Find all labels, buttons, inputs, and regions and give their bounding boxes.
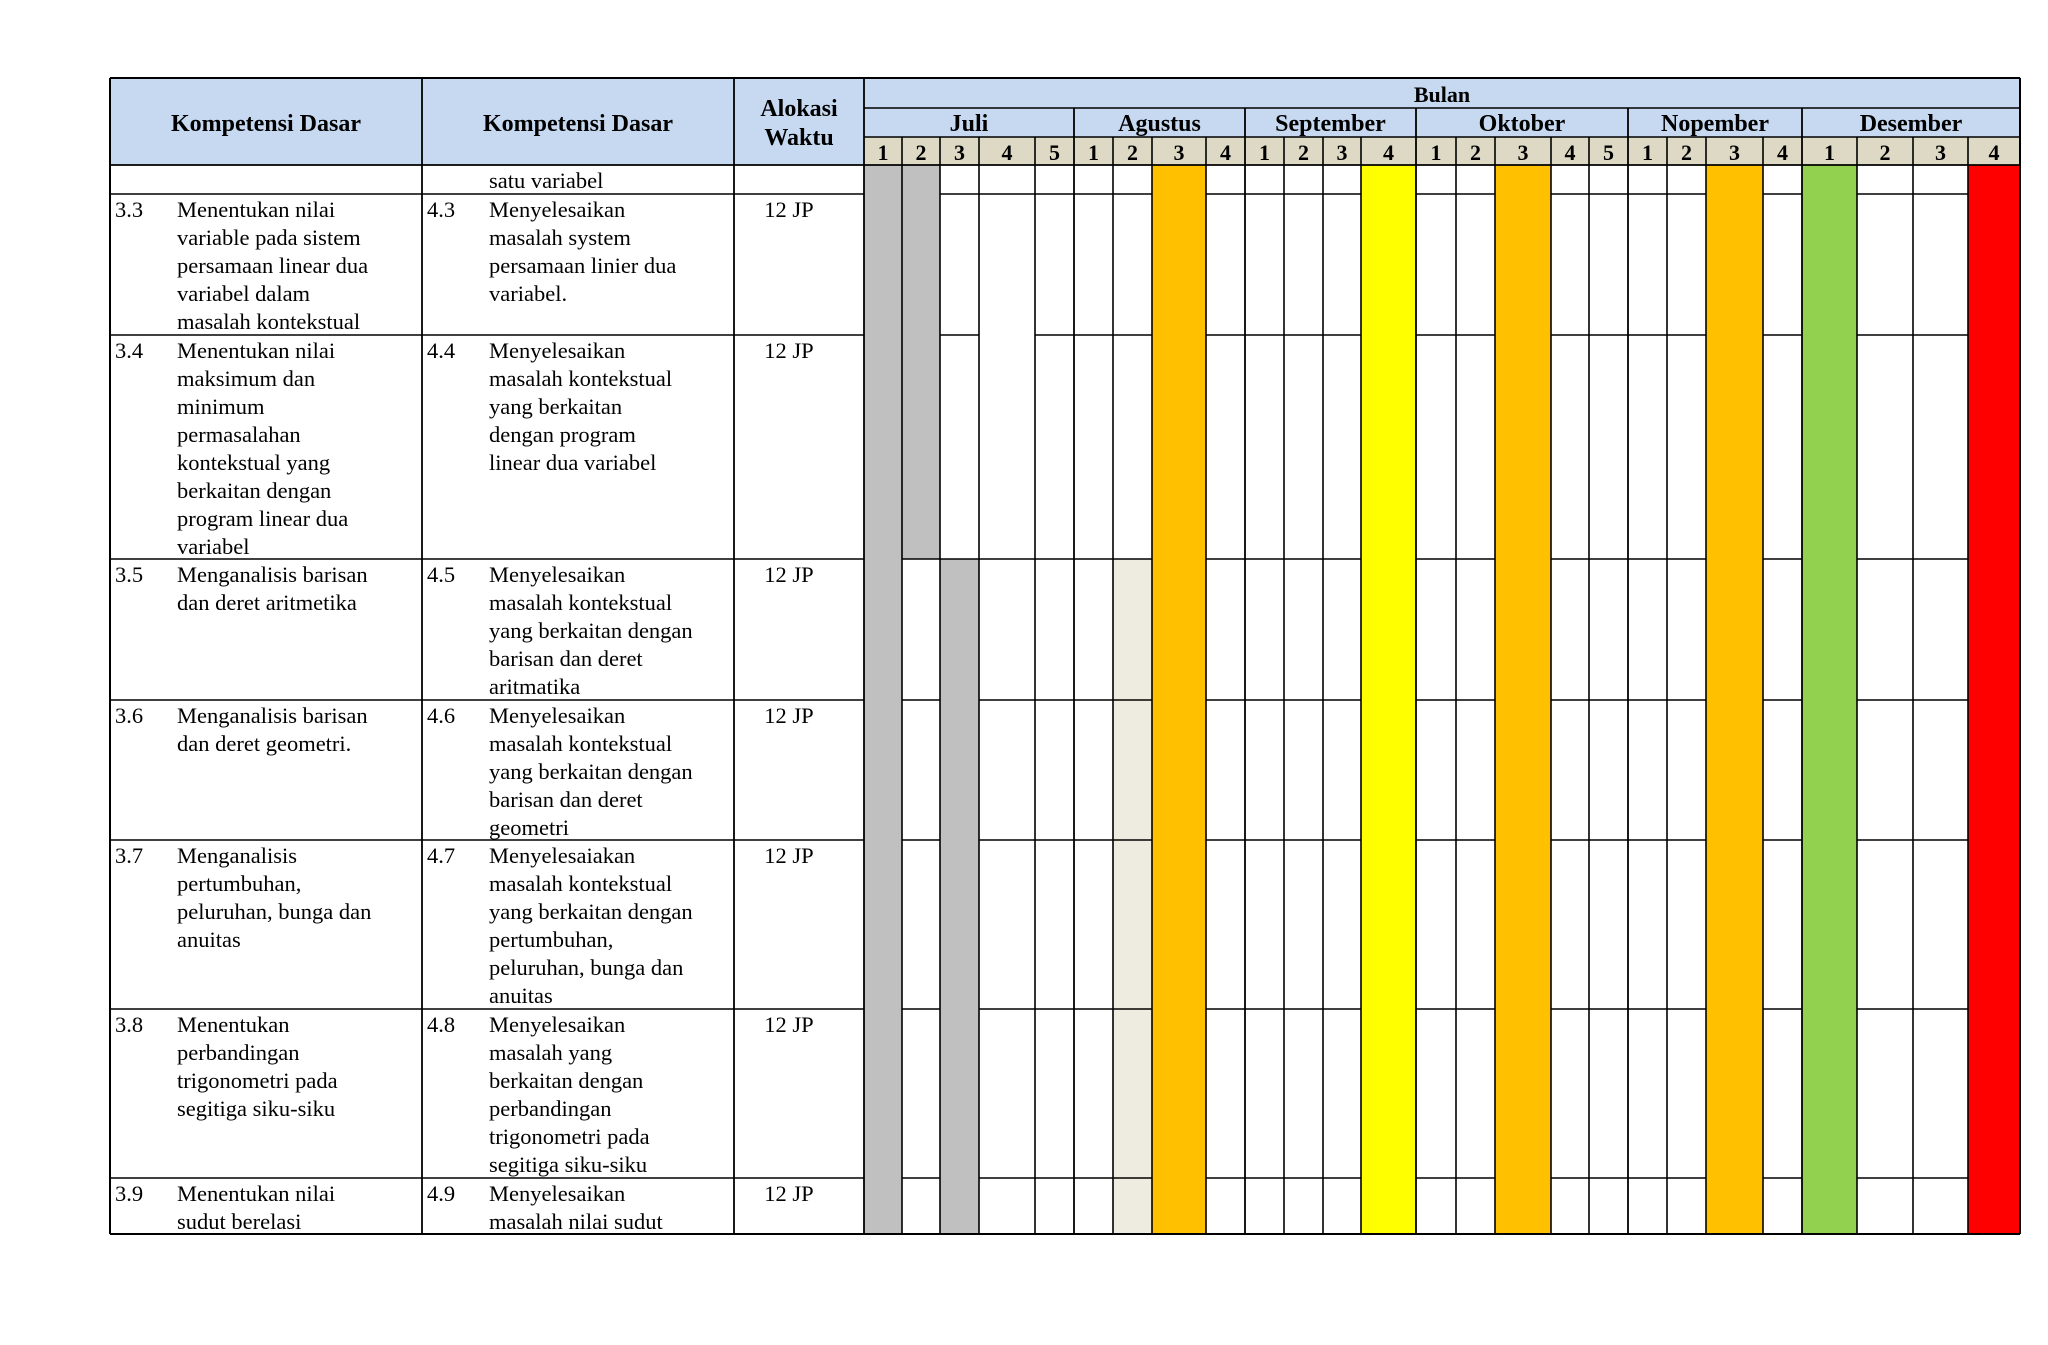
week-label-nopember-4: 4 xyxy=(1777,140,1788,165)
kd3-code: 3.8 xyxy=(115,1012,144,1037)
kd3-code: 3.9 xyxy=(115,1181,144,1206)
kd4-text-line: variabel. xyxy=(489,281,568,306)
kd4-text-line: Menyelesaikan xyxy=(489,197,626,222)
kd3-code: 3.4 xyxy=(115,338,144,363)
kd4-text-line: yang berkaitan xyxy=(489,394,623,419)
alokasi-jp: 12 JP xyxy=(764,338,814,363)
kd4-code: 4.6 xyxy=(427,703,456,728)
kd4-text-line: masalah yang xyxy=(489,1040,613,1065)
month-label-agustus: Agustus xyxy=(1118,111,1201,137)
kd4-text-line: persamaan linier dua xyxy=(489,253,677,278)
kd4-text-line: barisan dan deret xyxy=(489,646,643,671)
month-label-desember: Desember xyxy=(1859,111,1963,137)
kd3-text-line: Menentukan xyxy=(177,1012,290,1037)
kd4-text-line: masalah kontekstual xyxy=(489,366,673,391)
kd3-code: 3.3 xyxy=(115,197,144,222)
week-fill-agustus-3 xyxy=(1152,165,1206,1234)
alokasi-header-line-1: Alokasi xyxy=(760,96,838,122)
week-label-nopember-3: 3 xyxy=(1729,140,1740,165)
week-fill-desember-4 xyxy=(1968,165,2020,1234)
week-label-desember-4: 4 xyxy=(1988,140,2000,165)
kd4-text-line: Menyelesaikan xyxy=(489,703,626,728)
kd4-text-line: Menyelesaikan xyxy=(489,562,626,587)
kd4-text-line: anuitas xyxy=(489,983,553,1008)
kd4-text-line: satu variabel xyxy=(489,168,604,193)
kd3-text-line: Menentukan nilai xyxy=(177,197,336,222)
kd4-text-line: masalah kontekstual xyxy=(489,871,673,896)
kd3-text-line: berkaitan dengan xyxy=(177,478,332,503)
kd3-text-line: Menentukan nilai xyxy=(177,338,336,363)
week-header-background xyxy=(864,137,2020,165)
week-fill-desember-1 xyxy=(1802,165,1857,1234)
kd3-text-line: Menganalisis xyxy=(177,843,297,868)
week-fill-nopember-3 xyxy=(1706,165,1763,1234)
kd4-text-line: perbandingan xyxy=(489,1096,612,1121)
kd3-text-line: perbandingan xyxy=(177,1040,300,1065)
kd3-text-line: Menentukan nilai xyxy=(177,1181,336,1206)
week-label-oktober-2: 2 xyxy=(1470,140,1481,165)
bulan-header: Bulan xyxy=(1413,82,1471,107)
kd3-text-line: anuitas xyxy=(177,927,241,952)
kd3-text-line: segitiga siku-siku xyxy=(177,1096,336,1121)
week-label-oktober-5: 5 xyxy=(1603,140,1614,165)
kd3-code: 3.7 xyxy=(115,843,144,868)
kd4-text-line: masalah kontekstual xyxy=(489,731,673,756)
alokasi-jp: 12 JP xyxy=(764,843,814,868)
week-label-juli-3: 3 xyxy=(954,140,965,165)
alokasi-jp: 12 JP xyxy=(764,703,814,728)
kd4-text-line: segitiga siku-siku xyxy=(489,1152,648,1177)
kd4-text-line: Menyelesaikan xyxy=(489,1012,626,1037)
month-label-juli: Juli xyxy=(949,111,989,137)
kd4-code: 4.8 xyxy=(427,1012,456,1037)
kd4-text-line: barisan dan deret xyxy=(489,787,643,812)
week-label-agustus-1: 1 xyxy=(1088,140,1099,165)
kd3-text-line: maksimum dan xyxy=(177,366,316,391)
week-fill-juli-1 xyxy=(864,165,902,1234)
kd3-text-line: kontekstual yang xyxy=(177,450,331,475)
kd4-text-line: linear dua variabel xyxy=(489,450,657,475)
kd4-code: 4.5 xyxy=(427,562,456,587)
month-label-nopember: Nopember xyxy=(1661,111,1769,137)
week-label-juli-4: 4 xyxy=(1001,140,1013,165)
alokasi-jp: 12 JP xyxy=(764,1012,814,1037)
kd4-code: 4.3 xyxy=(427,197,456,222)
kd4-text-line: dengan program xyxy=(489,422,636,447)
kd4-text-line: Menyelesaikan xyxy=(489,338,626,363)
kd3-text-line: trigonometri pada xyxy=(177,1068,338,1093)
week-label-oktober-4: 4 xyxy=(1564,140,1576,165)
kd3-text-line: Menganalisis barisan xyxy=(177,562,368,587)
kd3-text-line: peluruhan, bunga dan xyxy=(177,899,372,924)
kd4-text-line: masalah system xyxy=(489,225,631,250)
week-label-juli-1: 1 xyxy=(877,140,889,165)
kd4-code: 4.7 xyxy=(427,843,456,868)
week-label-oktober-3: 3 xyxy=(1517,140,1529,165)
week-fill-oktober-3 xyxy=(1495,165,1551,1234)
kd3-text-line: pertumbuhan, xyxy=(177,871,302,896)
alokasi-jp: 12 JP xyxy=(764,197,814,222)
kd3-text-line: variabel xyxy=(177,534,250,559)
kd3-text-line: variable pada sistem xyxy=(177,225,361,250)
kd4-text-line: masalah kontekstual xyxy=(489,590,673,615)
kd4-text-line: berkaitan dengan xyxy=(489,1068,644,1093)
kd3-code: 3.6 xyxy=(115,703,144,728)
kd4-text-line: pertumbuhan, xyxy=(489,927,614,952)
week-label-oktober-1: 1 xyxy=(1430,140,1442,165)
week-label-september-1: 1 xyxy=(1259,140,1270,165)
week-label-agustus-4: 4 xyxy=(1220,140,1231,165)
partial-fill-juli-2 xyxy=(902,165,940,559)
week-label-desember-2: 2 xyxy=(1879,140,1891,165)
kd3-text-line: dan deret geometri. xyxy=(177,731,352,756)
alokasi-header-line-2: Waktu xyxy=(764,125,834,151)
week-label-agustus-3: 3 xyxy=(1173,140,1185,165)
kd3-text-line: variabel dalam xyxy=(177,281,311,306)
week-label-nopember-1: 1 xyxy=(1642,140,1653,165)
kd3-column-header: Kompetensi Dasar xyxy=(171,111,361,137)
kd3-text-line: sudut berelasi xyxy=(177,1209,302,1234)
kd4-code: 4.9 xyxy=(427,1181,456,1206)
kd4-text-line: peluruhan, bunga dan xyxy=(489,955,684,980)
kd4-text-line: Menyelesaikan xyxy=(489,1181,626,1206)
week-label-agustus-2: 2 xyxy=(1127,140,1138,165)
kd4-text-line: yang berkaitan dengan xyxy=(489,618,693,643)
kd4-text-line: aritmatika xyxy=(489,674,581,699)
kd4-text-line: Menyelesaiakan xyxy=(489,843,636,868)
partial-fill-juli-3 xyxy=(940,559,979,1234)
week-label-september-3: 3 xyxy=(1336,140,1348,165)
kd4-code: 4.4 xyxy=(427,338,456,363)
kd3-text-line: minimum xyxy=(177,394,265,419)
kd3-text-line: persamaan linear dua xyxy=(177,253,369,278)
partial-fill-agustus-2 xyxy=(1113,559,1152,1234)
kd3-code: 3.5 xyxy=(115,562,144,587)
kd3-text-line: program linear dua xyxy=(177,506,349,531)
alokasi-jp: 12 JP xyxy=(764,562,814,587)
kd4-column-header: Kompetensi Dasar xyxy=(483,111,673,137)
month-label-september: September xyxy=(1275,111,1386,137)
kd3-text-line: Menganalisis barisan xyxy=(177,703,368,728)
week-label-desember-3: 3 xyxy=(1935,140,1946,165)
kd3-text-line: permasalahan xyxy=(177,422,301,447)
week-label-nopember-2: 2 xyxy=(1681,140,1692,165)
week-label-juli-5: 5 xyxy=(1049,140,1060,165)
week-label-juli-2: 2 xyxy=(915,140,927,165)
month-label-oktober: Oktober xyxy=(1478,111,1566,137)
week-fill-september-4 xyxy=(1361,165,1416,1234)
alokasi-jp: 12 JP xyxy=(764,1181,814,1206)
week-label-september-2: 2 xyxy=(1298,140,1309,165)
kd4-text-line: yang berkaitan dengan xyxy=(489,759,693,784)
week-label-september-4: 4 xyxy=(1383,140,1394,165)
kd4-text-line: yang berkaitan dengan xyxy=(489,899,693,924)
kd4-text-line: geometri xyxy=(489,815,569,840)
kd4-text-line: trigonometri pada xyxy=(489,1124,650,1149)
kd3-text-line: masalah kontekstual xyxy=(177,309,361,334)
kd4-text-line: masalah nilai sudut xyxy=(489,1209,663,1234)
week-label-desember-1: 1 xyxy=(1824,140,1835,165)
kd3-text-line: dan deret aritmetika xyxy=(177,590,357,615)
